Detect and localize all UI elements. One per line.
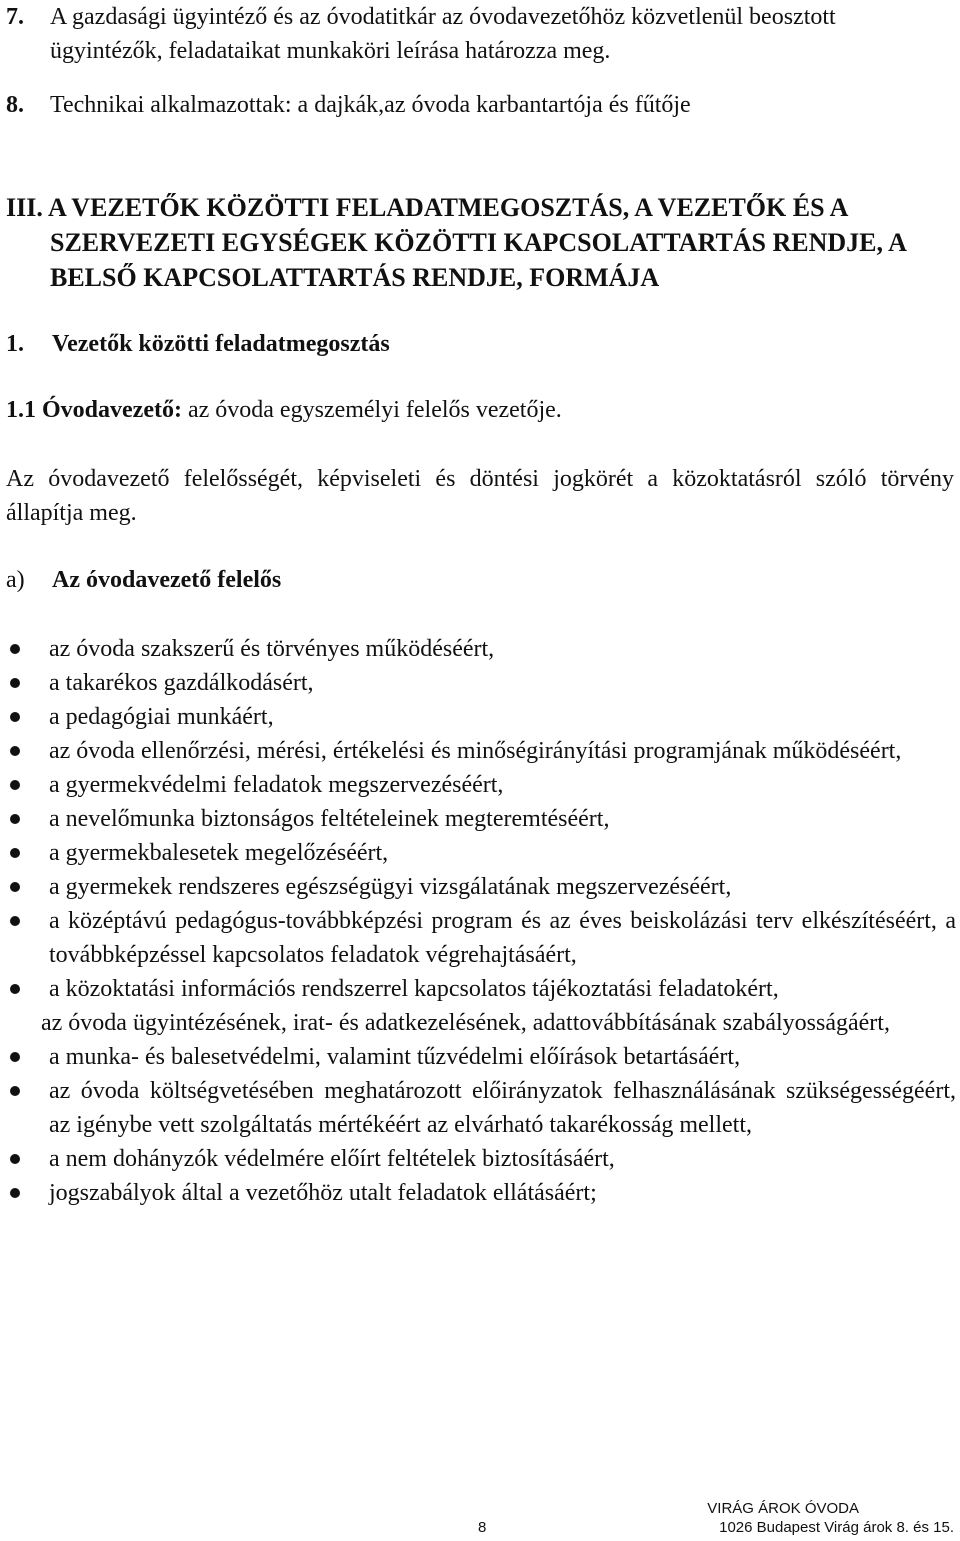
section-heading <box>6 190 956 295</box>
list-item: a munka- és balesetvédelmi, valamint tűzvédelmi előírások betartásáért, <box>0 1040 956 1074</box>
footer-address-block <box>707 1499 954 1537</box>
list-item: a gyermekbalesetek megelőzéséért, <box>0 836 956 870</box>
paragraph-number: 1.1 <box>6 397 36 423</box>
page-number: 8 <box>478 1519 487 1536</box>
footer-org-name: VIRÁG ÁROK ÓVODA <box>707 1500 859 1517</box>
list-item: jogszabályok által a vezetőhöz utalt feladatok ellátásáért; <box>0 1176 956 1210</box>
list-item: a középtávú pedagógus-továbbképzési program és az éves beiskolázási terv elkészítéséért, a továbbképzéssel kapcsolatos feladatok végrehajtásáért, <box>0 904 956 972</box>
subsection-number: 1. <box>6 331 24 357</box>
item-text: A gazdasági ügyintéző és az óvodatitkár az óvodavezetőhöz közvetlenül beosztott ügyintézők, feladataikat munkaköri leírása határozza meg. <box>50 4 836 64</box>
section-title: A VEZETŐK KÖZÖTTI FELADATMEGOSZTÁS, A VEZETŐK ÉS A SZERVEZETI EGYSÉGEK KÖZÖTTI KAPCSOLATTARTÁS RENDJE, A BELSŐ KAPCSOLATTARTÁS RENDJE, FORMÁJA <box>47 193 906 292</box>
list-item: a nevelőmunka biztonságos feltételeinek megteremtéséért, <box>0 802 956 836</box>
list-item: az óvoda költségvetésében meghatározott előirányzatok felhasználásának szükségességéért, az igénybe vett szolgáltatás mértékéért az elvárható takarékosság mellett, <box>0 1074 956 1142</box>
subpoint-text: Az óvodavezető felelős <box>52 567 282 593</box>
list-item: a gyermekvédelmi feladatok megszervezéséért, <box>0 768 956 802</box>
list-item-8 <box>6 88 946 122</box>
paragraph-bold-term: Óvodavezető: <box>42 397 182 423</box>
list-item: a takarékos gazdálkodásért, <box>0 666 956 700</box>
list-item: a nem dohányzók védelmére előírt feltételek biztosításáért, <box>0 1142 956 1176</box>
list-item: a gyermekek rendszeres egészségügyi vizsgálatának megszervezéséért, <box>0 870 956 904</box>
section-roman: III. <box>6 193 43 222</box>
item-text: Technikai alkalmazottak: a dajkák,az óvoda karbantartója és fűtője <box>50 92 691 118</box>
list-item-continuation: az óvoda ügyintézésének, irat- és adatkezelésének, adattovábbításának szabályosságáért, <box>41 1010 890 1036</box>
intro-paragraph: Az óvodavezető felelősségét, képviseleti és döntési jogkörét a közoktatásról szóló törvény állapítja meg. <box>6 466 954 526</box>
item-number: 7. <box>6 4 24 30</box>
list-item: a pedagógiai munkáért, <box>0 700 956 734</box>
list-item-7 <box>6 0 946 68</box>
subpoint-label: a) <box>6 567 25 593</box>
list-item: az óvoda ellenőrzési, mérési, értékelési és minőségirányítási programjának működéséért, <box>0 734 956 768</box>
responsibility-list <box>0 632 956 1210</box>
list-item: a közoktatási információs rendszerrel kapcsolatos tájékoztatási feladatokért, az óvoda ügyintézésének, irat- és adatkezelésének, adattovábbításának szabályosságáért, <box>0 972 956 1040</box>
paragraph-1-1 <box>6 393 562 427</box>
subsection-heading <box>6 327 390 361</box>
subpoint-a <box>6 563 281 597</box>
list-item: az óvoda szakszerű és törvényes működéséért, <box>0 632 956 666</box>
footer-address: 1026 Budapest Virág árok 8. és 15. <box>719 1519 954 1536</box>
subsection-title: Vezetők közötti feladatmegosztás <box>52 331 390 357</box>
paragraph-text: az óvoda egyszemélyi felelős vezetője. <box>181 397 562 423</box>
item-number: 8. <box>6 92 24 118</box>
